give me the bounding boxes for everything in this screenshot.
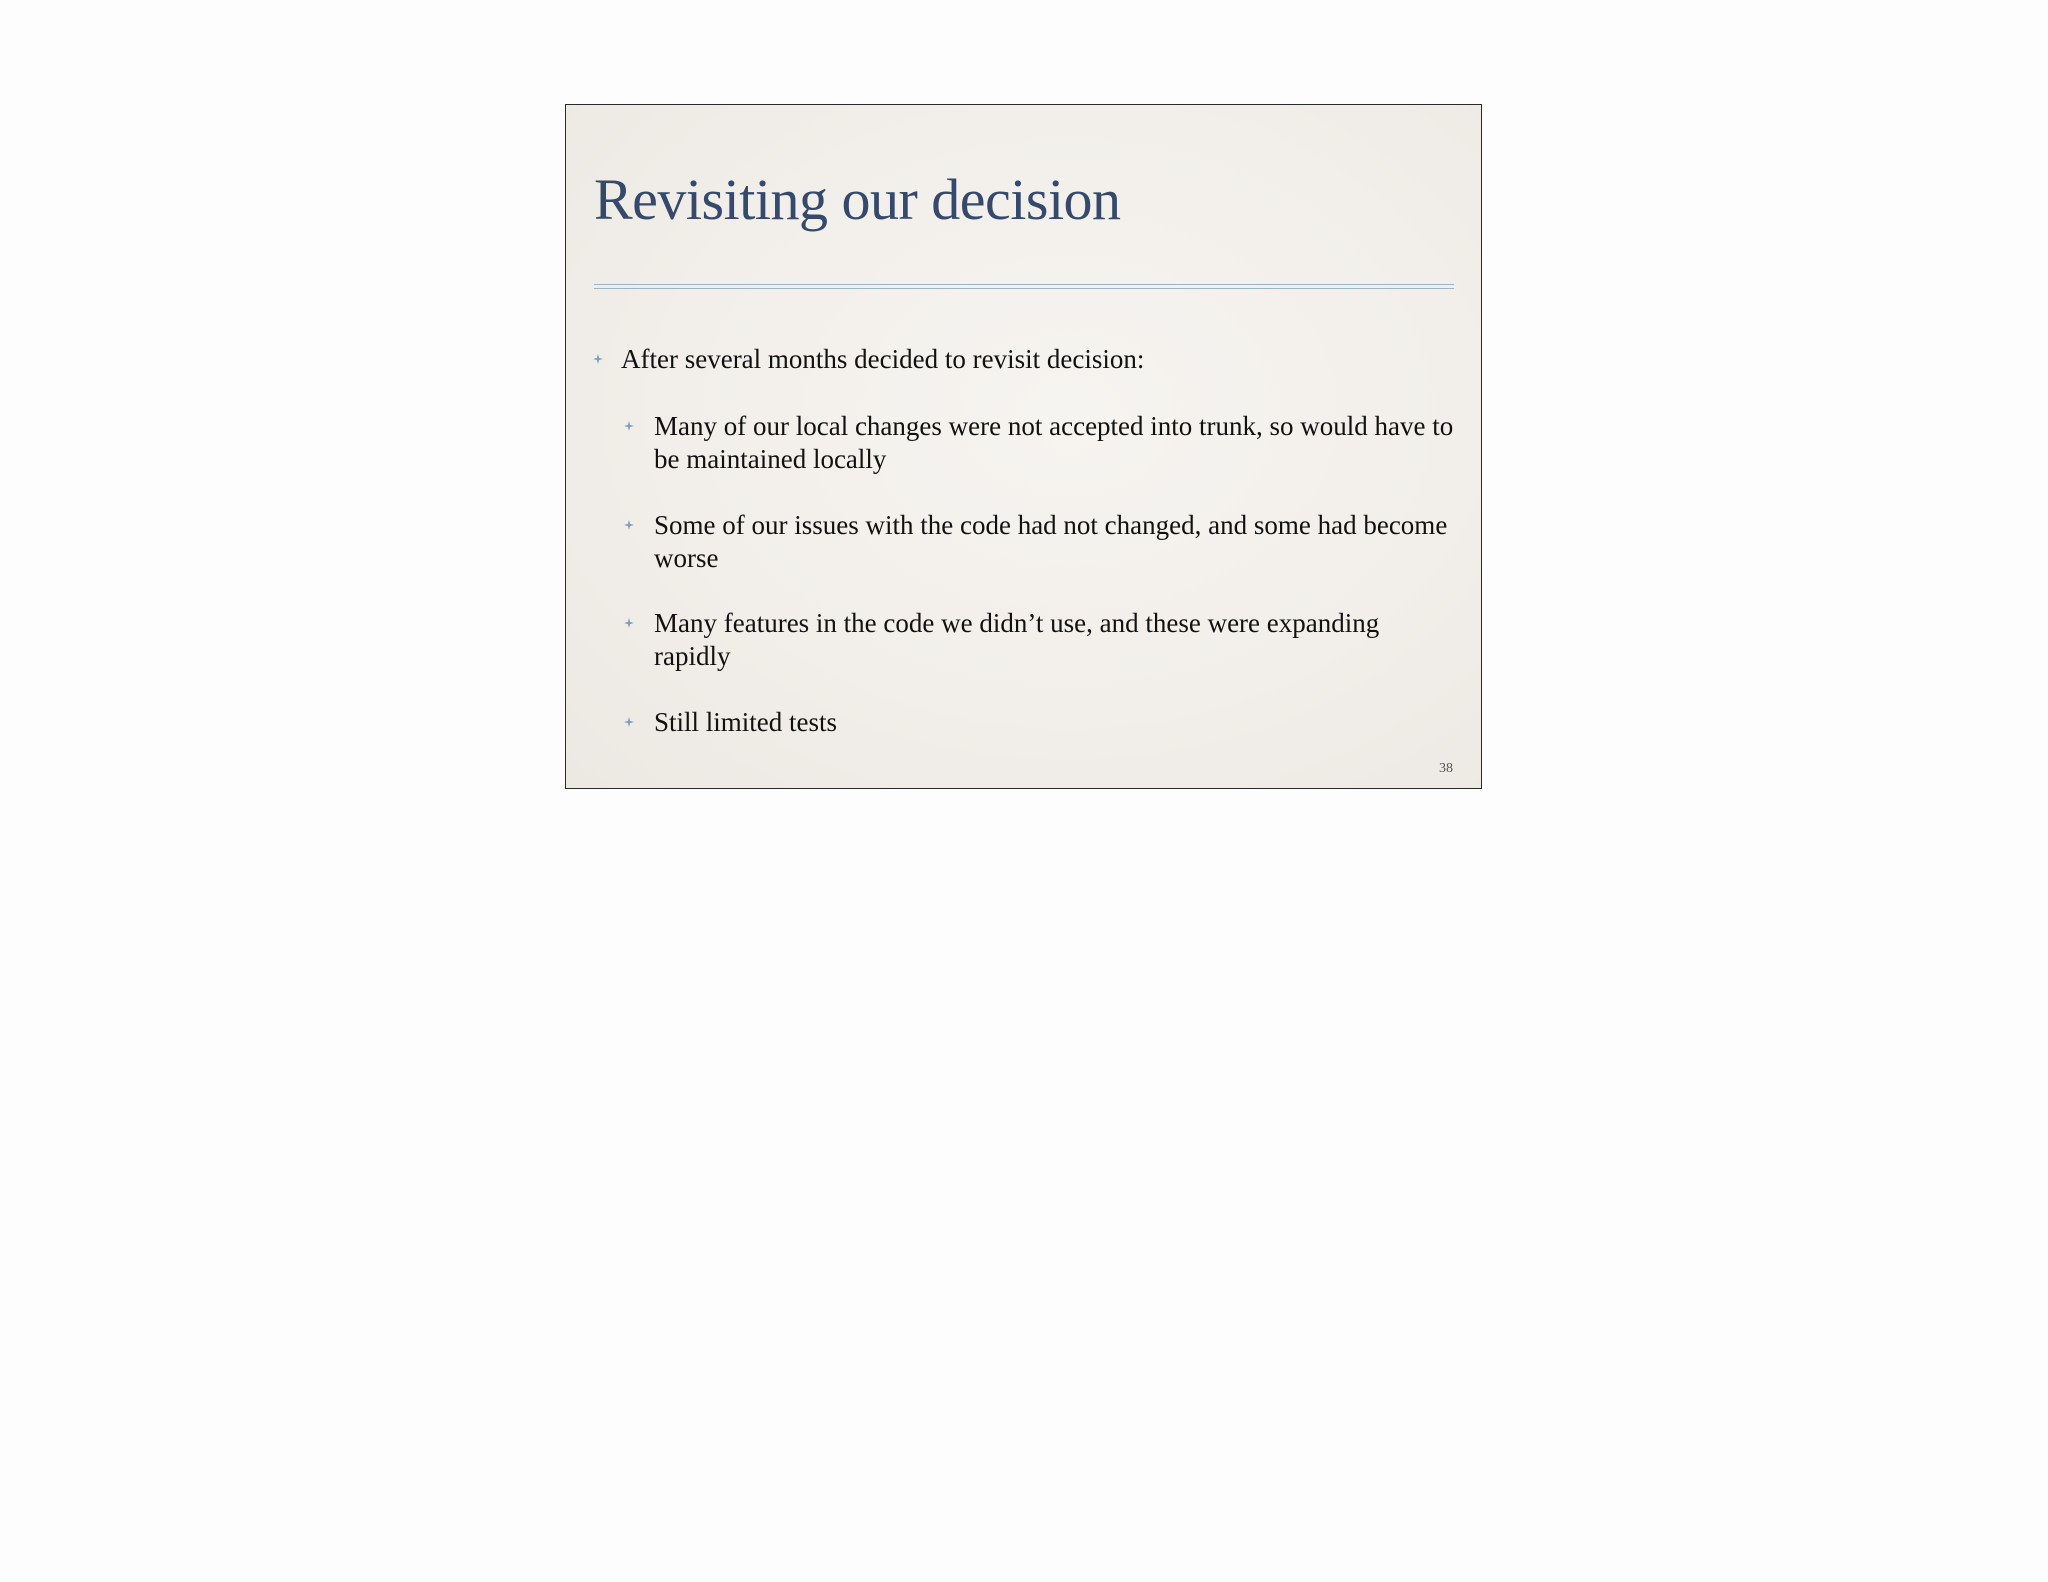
sub-bullet-text: Many of our local changes were not accepted into trunk, so would have to be maintained locally: [654, 411, 1454, 474]
sub-bullet-text: Still limited tests: [654, 707, 838, 737]
sub-bullet-item: [624, 607, 1454, 673]
title-divider: [594, 284, 1454, 289]
bullet-text: After several months decided to revisit decision:: [621, 344, 1145, 374]
slide: [565, 104, 1482, 789]
sub-bullet-item: [624, 706, 1454, 739]
four-point-star-icon: [593, 354, 603, 364]
sub-bullet-text: Some of our issues with the code had not changed, and some had become worse: [654, 510, 1448, 573]
four-point-star-icon: [624, 421, 634, 431]
sub-bullet-text: Many features in the code we didn’t use, and these were expanding rapidly: [654, 608, 1380, 671]
slide-title: Revisiting our decision: [594, 167, 1121, 232]
sub-bullet-item: [624, 509, 1454, 575]
sub-bullet-item: [624, 410, 1454, 476]
four-point-star-icon: [624, 520, 634, 530]
four-point-star-icon: [624, 618, 634, 628]
page-number: 38: [1439, 761, 1453, 776]
bullet-item: [593, 343, 1453, 376]
four-point-star-icon: [624, 717, 634, 727]
